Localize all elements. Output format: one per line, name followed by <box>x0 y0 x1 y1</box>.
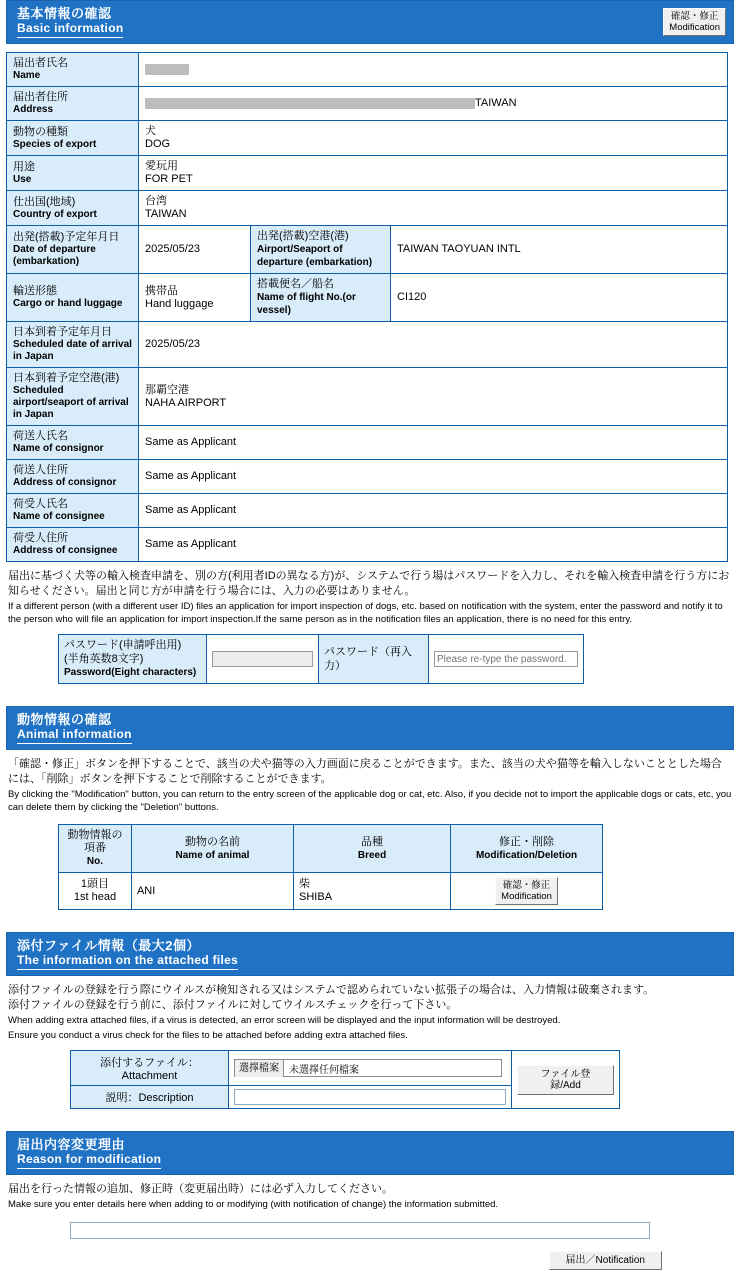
row-label-species <box>7 121 139 156</box>
column-header-breed-en: Breed <box>357 849 387 861</box>
row-value-consignee-name: Same as Applicant <box>139 494 728 528</box>
label-en: Address <box>13 104 54 115</box>
section-header-reason-for-modification <box>6 1131 734 1175</box>
animal-row-no-jp: 1頭目 <box>80 878 110 890</box>
label-en: Scheduled airport/seaport of arrival in Japan <box>13 385 129 420</box>
animal-row-breed <box>294 873 451 910</box>
row-value-cargo-or-hand-luggage <box>139 274 251 322</box>
row-value-scheduled-arrival-date: 2025/05/23 <box>139 322 728 368</box>
value-en: FOR PET <box>145 173 193 185</box>
password-label-cell <box>59 635 207 684</box>
attached-note-en2: Ensure you conduct a virus check for the files to be attached before adding extra attached files. <box>8 1029 408 1041</box>
value-jp: 那覇空港 <box>145 383 189 396</box>
attachment-label: 添付するファイル：Attachment <box>71 1051 229 1086</box>
table-row <box>7 191 728 226</box>
label-jp: 日本到着予定空港(港) <box>13 372 120 384</box>
table-row <box>7 274 728 322</box>
label-jp: 用途 <box>13 160 35 173</box>
label-en: Name of flight No.(or vessel) <box>257 292 356 316</box>
password-label-jp1: パスワード(申請呼出用) <box>64 639 182 651</box>
column-header-modification-jp: 修正・削除 <box>499 835 555 848</box>
value-en: DOG <box>145 138 171 150</box>
basic-modification-button-label-jp: 確認・修正 <box>670 11 719 22</box>
label-jp: 日本到着予定年月日 <box>13 326 112 338</box>
row-value-consignor-name: Same as Applicant <box>139 426 728 460</box>
animal-modification-button-label-jp: 確認・修正 <box>502 880 551 891</box>
label-en: Name of consignee <box>13 511 105 522</box>
value-en: TAIWAN <box>145 208 187 220</box>
table-row <box>71 1051 620 1086</box>
row-value-departure-port: TAIWAN TAOYUAN INTL <box>391 226 728 274</box>
password-retype-label-jp: パスワード（再入力） <box>324 646 412 672</box>
table-row <box>7 226 728 274</box>
label-en: Use <box>13 173 32 185</box>
value-jp: 愛玩用 <box>145 160 178 172</box>
value-jp: 携帯品 <box>145 284 178 297</box>
label-en: Address of consignor <box>13 477 117 488</box>
label-en: Name of consignor <box>13 443 104 454</box>
table-row <box>7 460 728 494</box>
attachment-table <box>70 1050 620 1109</box>
reason-note-en: Make sure you enter details here when adding to or modifying (with notification of change) the information submitted. <box>8 1199 499 1210</box>
label-jp: 出発(搭載)予定年月日 <box>13 231 120 243</box>
table-row <box>59 635 584 684</box>
notification-submit-button[interactable]: 届出／Notification <box>549 1251 662 1270</box>
label-jp: 荷受人住所 <box>13 532 68 544</box>
value-en: NAHA AIRPORT <box>145 396 227 409</box>
password-label-jp2: (半角英数8文字) <box>64 653 144 665</box>
table-row <box>59 873 603 910</box>
section-title-jp: 基本情報の確認 <box>17 6 112 21</box>
label-jp: 荷送人氏名 <box>13 430 68 442</box>
row-label-scheduled-arrival-date <box>7 322 139 368</box>
label-en: Airport/Seaport of departure (embarkation) <box>257 244 373 268</box>
redacted-address <box>145 98 475 109</box>
table-row <box>7 322 728 368</box>
reason-note <box>8 1182 732 1212</box>
column-header-no-jp: 動物情報の項番 <box>67 829 123 854</box>
column-header-name-jp: 動物の名前 <box>184 835 240 848</box>
choose-file-button[interactable]: 選擇檔案 <box>235 1060 284 1077</box>
table-row <box>7 494 728 528</box>
animal-modification-button-label-en: Modification <box>501 891 552 902</box>
label-jp: 仕出国(地域) <box>13 195 76 208</box>
row-value-consignor-address: Same as Applicant <box>139 460 728 494</box>
section-title-en: Basic information <box>17 21 123 38</box>
attachment-file-cell <box>229 1051 512 1086</box>
row-label-departure-port <box>251 226 391 274</box>
value-jp: 台湾 <box>145 195 167 207</box>
label-jp: 届出者住所 <box>13 91 68 103</box>
animal-row-breed-en: SHIBA <box>299 891 333 903</box>
table-row <box>7 528 728 562</box>
section-title-en: Reason for modification <box>17 1152 161 1169</box>
label-jp: 輸送形態 <box>13 285 57 297</box>
row-value-country-of-export <box>139 191 728 226</box>
row-label-name <box>7 53 139 87</box>
table-row <box>7 121 728 156</box>
reason-note-jp: 届出を行った情報の追加、修正時（変更届出時）には必ず入力してください。 <box>8 1183 393 1195</box>
reason-input[interactable] <box>70 1222 650 1239</box>
row-label-flight-number <box>251 274 391 322</box>
value-jp: 犬 <box>145 125 156 137</box>
password-note-en: If a different person (with a different user ID) files an application for import inspection of dogs, etc. based on notification with the system, enter the password and notify it to the person who will file an application for import inspection.If the same person as in the notification files an application, there is no need for this entry. <box>8 601 723 625</box>
section-title-jp: 届出内容変更理由 <box>17 1137 126 1152</box>
section-title-en: The information on the attached files <box>17 953 238 970</box>
column-header-no <box>59 825 132 873</box>
password-note <box>8 569 732 626</box>
animal-modification-button[interactable] <box>495 877 558 905</box>
row-label-consignee-name <box>7 494 139 528</box>
column-header-modification-en: Modification/Deletion <box>475 849 578 861</box>
row-label-date-of-departure <box>7 226 139 274</box>
chosen-file-name: 未選擇任何檔案 <box>289 1064 359 1076</box>
column-header-breed-jp: 品種 <box>361 835 384 848</box>
password-table <box>58 634 584 684</box>
animal-row-actions <box>451 873 603 910</box>
table-row <box>7 156 728 191</box>
table-row <box>7 426 728 460</box>
table-header-row <box>59 825 603 873</box>
column-header-modification <box>451 825 603 873</box>
label-en: Date of departure (embarkation) <box>13 244 96 267</box>
animal-note <box>8 757 732 814</box>
description-label: 説明：Description <box>71 1086 229 1109</box>
animal-note-jp: 「確認・修正」ボタンを押下することで、該当の犬や猫等の入力画面に戻ることができます。また、該当の犬や猫等を輸入しないこととした場合には、「削除」ボタンを押下することで削除することができます。 <box>8 758 722 785</box>
reason-input-wrapper <box>70 1222 734 1239</box>
table-row <box>7 368 728 426</box>
description-field-cell <box>229 1086 512 1109</box>
table-row <box>7 53 728 87</box>
password-label-en: Password(Eight characters) <box>64 667 197 678</box>
value-en: Hand luggage <box>145 297 214 310</box>
animal-row-no-en: 1st head <box>73 891 117 903</box>
attached-note-en1: When adding extra attached files, if a virus is detected, an error screen will be displayed and the input information will be destroyed. <box>8 1015 561 1026</box>
redacted-name <box>145 64 189 75</box>
row-label-country-of-export <box>7 191 139 226</box>
basic-modification-button[interactable] <box>663 8 726 36</box>
password-retype-label-cell <box>319 635 429 684</box>
column-header-no-en: No. <box>86 856 104 867</box>
label-en: Country of export <box>13 208 97 220</box>
label-jp: 動物の種類 <box>13 125 68 138</box>
row-value-name <box>139 53 728 87</box>
row-value-date-of-departure: 2025/05/23 <box>139 226 251 274</box>
column-header-name-en: Name of animal <box>175 849 250 861</box>
column-header-name <box>131 825 293 873</box>
section-header-attached-files <box>6 932 734 976</box>
label-en: Name <box>13 70 41 81</box>
animal-row-name: ANI <box>131 873 293 910</box>
row-label-consignor-address <box>7 460 139 494</box>
section-title-jp: 添付ファイル情報（最大2個） <box>17 938 200 953</box>
attached-note-jp1: 添付ファイルの登録を行う際にウイルスが検知される又はシステムで認められていない拡張子の場合は、入力情報は破棄されます。 <box>8 984 655 996</box>
section-title-en: Animal information <box>17 727 132 744</box>
attachment-add-cell <box>512 1051 620 1109</box>
label-jp: 荷受人氏名 <box>13 498 68 510</box>
row-label-address <box>7 87 139 121</box>
row-label-consignee-address <box>7 528 139 562</box>
password-retype-input[interactable] <box>434 651 578 667</box>
description-input[interactable] <box>234 1089 506 1105</box>
label-en: Cargo or hand luggage <box>13 298 123 309</box>
basic-modification-button-label-en: Modification <box>669 22 720 33</box>
row-value-consignee-address: Same as Applicant <box>139 528 728 562</box>
animal-note-en: By clicking the "Modification" button, you can return to the entry screen of the applicable dog or cat, etc. Also, if you decide not to import the applicable dogs or cats, etc, you can delete them by clicking the "Deletion" buttons. <box>8 789 732 813</box>
row-label-scheduled-arrival-port <box>7 368 139 426</box>
password-input[interactable] <box>212 651 313 667</box>
row-value-species <box>139 121 728 156</box>
label-en: Species of export <box>13 138 97 150</box>
label-jp: 届出者氏名 <box>13 57 68 69</box>
attached-files-note <box>8 983 732 1042</box>
file-input[interactable] <box>234 1059 502 1077</box>
animal-row-breed-jp: 柴 <box>299 878 311 890</box>
row-value-address <box>139 87 728 121</box>
section-title-jp: 動物情報の確認 <box>17 712 112 727</box>
password-note-jp: 届出に基づく犬等の輸入検査申請を、別の方(利用者IDの異なる方)が、システムで行う場はパスワードを入力し、それを輸入検査申請を行う方にお知らせください。届出と同じ方が申請を行う場合には、入力の必要はありません。 <box>8 570 730 597</box>
label-en: Address of consignee <box>13 545 118 556</box>
password-field-cell <box>207 635 319 684</box>
column-header-breed <box>294 825 451 873</box>
label-jp: 荷送人住所 <box>13 464 68 476</box>
row-value-scheduled-arrival-port <box>139 368 728 426</box>
row-label-consignor-name <box>7 426 139 460</box>
row-label-cargo-or-hand-luggage <box>7 274 139 322</box>
section-header-basic-information <box>6 0 734 44</box>
table-row <box>7 87 728 121</box>
row-value-flight-number: CI120 <box>391 274 728 322</box>
section-header-animal-information <box>6 706 734 750</box>
label-en: Scheduled date of arrival in Japan <box>13 339 132 362</box>
row-value-use <box>139 156 728 191</box>
submit-area <box>0 1251 740 1270</box>
label-jp: 出発(搭載)空港(港) <box>257 230 349 242</box>
attached-note-jp2: 添付ファイルの登録を行う前に、添付ファイルに対してウイルスチェックを行って下さい。 <box>8 999 458 1011</box>
password-retype-field-cell <box>429 635 584 684</box>
animal-row-no <box>59 873 132 910</box>
label-jp: 搭載便名／船名 <box>257 278 334 290</box>
file-add-button[interactable]: ファイル登録/Add <box>517 1065 614 1095</box>
row-label-use <box>7 156 139 191</box>
address-country: TAIWAN <box>475 97 517 109</box>
basic-information-table <box>6 52 728 562</box>
animal-information-table <box>58 824 603 910</box>
